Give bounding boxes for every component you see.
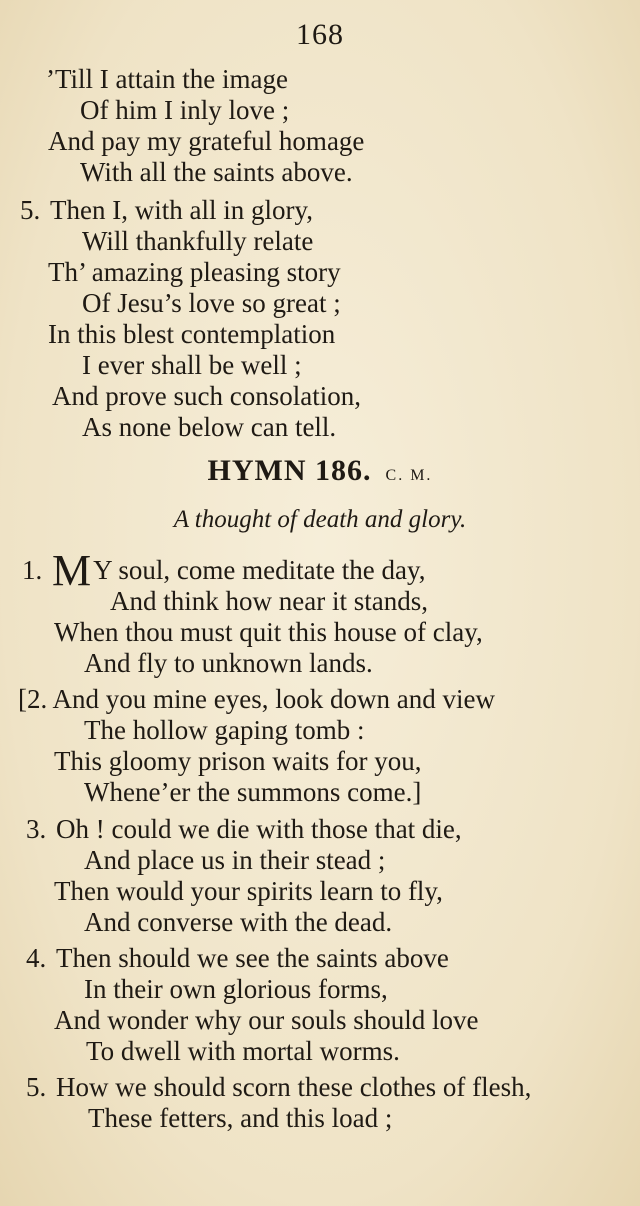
stanza-line: These fetters, and this load ;	[88, 1103, 393, 1133]
verse-line: ’Till I attain the image	[46, 64, 288, 94]
stanza-line: Whene’er the summons come.]	[84, 777, 422, 807]
verse-text: Then I, with all in glory,	[50, 195, 313, 225]
verse-line: Of Jesu’s love so great ;	[82, 288, 341, 318]
verse-line: Of him I inly love ;	[80, 95, 290, 125]
stanza-line: The hollow gaping tomb :	[84, 715, 365, 745]
hymn-subtitle: A thought of death and glory.	[173, 506, 467, 533]
stanza-line: Then would your spirits learn to fly,	[54, 876, 443, 906]
verse-line: Th’ amazing pleasing story	[48, 257, 341, 287]
stanza-text: Y soul, come meditate the day,	[93, 555, 426, 585]
stanza-text: And you mine eyes, look down and view	[52, 684, 495, 714]
verse-number: 5.	[20, 195, 41, 225]
stanza-line	[22, 546, 426, 595]
verse-line: As none below can tell.	[82, 412, 337, 442]
hymn-title	[0, 454, 640, 488]
stanza-line: And think how near it stands,	[110, 586, 428, 616]
stanza-line: When thou must quit this house of clay,	[54, 617, 483, 647]
verse-line: In this blest contemplation	[48, 319, 336, 349]
stanza-number: 5.	[26, 1072, 47, 1102]
stanza-line	[26, 814, 462, 844]
stanza-text: Oh ! could we die with those that die,	[56, 814, 462, 844]
verse-line: With all the saints above.	[80, 157, 353, 187]
stanza-number: 4.	[26, 943, 47, 973]
stanza-line: And place us in their stead ;	[84, 845, 386, 875]
stanza-line: In their own glorious forms,	[84, 974, 388, 1004]
hymn-number: HYMN 186.	[207, 454, 372, 487]
stanza-line: This gloomy prison waits for you,	[54, 746, 422, 776]
stanza-line	[26, 943, 449, 973]
stanza-line: And converse with the dead.	[84, 907, 393, 937]
stanza-number: 3.	[26, 814, 47, 844]
stanza-line	[26, 1072, 531, 1102]
verse-line: Will thankfully relate	[82, 226, 314, 256]
stanza-line: To dwell with mortal worms.	[86, 1036, 400, 1066]
verse-line	[20, 195, 313, 225]
verse-line: And prove such consolation,	[52, 381, 361, 411]
verse-line: I ever shall be well ;	[82, 350, 302, 380]
stanza-number: 1.	[22, 555, 43, 585]
stanza-text: Then should we see the saints above	[56, 943, 449, 973]
stanza-line: And wonder why our souls should love	[54, 1005, 479, 1035]
stanza-text: How we should scorn these clothes of flesh,	[56, 1072, 532, 1102]
stanza-line: And fly to unknown lands.	[84, 648, 373, 678]
verse-line: And pay my grateful homage	[48, 126, 365, 156]
drop-cap: M	[52, 546, 92, 595]
hymn-meter: C. M.	[385, 467, 433, 484]
page-number: 168	[296, 18, 344, 51]
stanza-number: [2.	[18, 684, 48, 714]
stanza-line	[18, 684, 495, 714]
